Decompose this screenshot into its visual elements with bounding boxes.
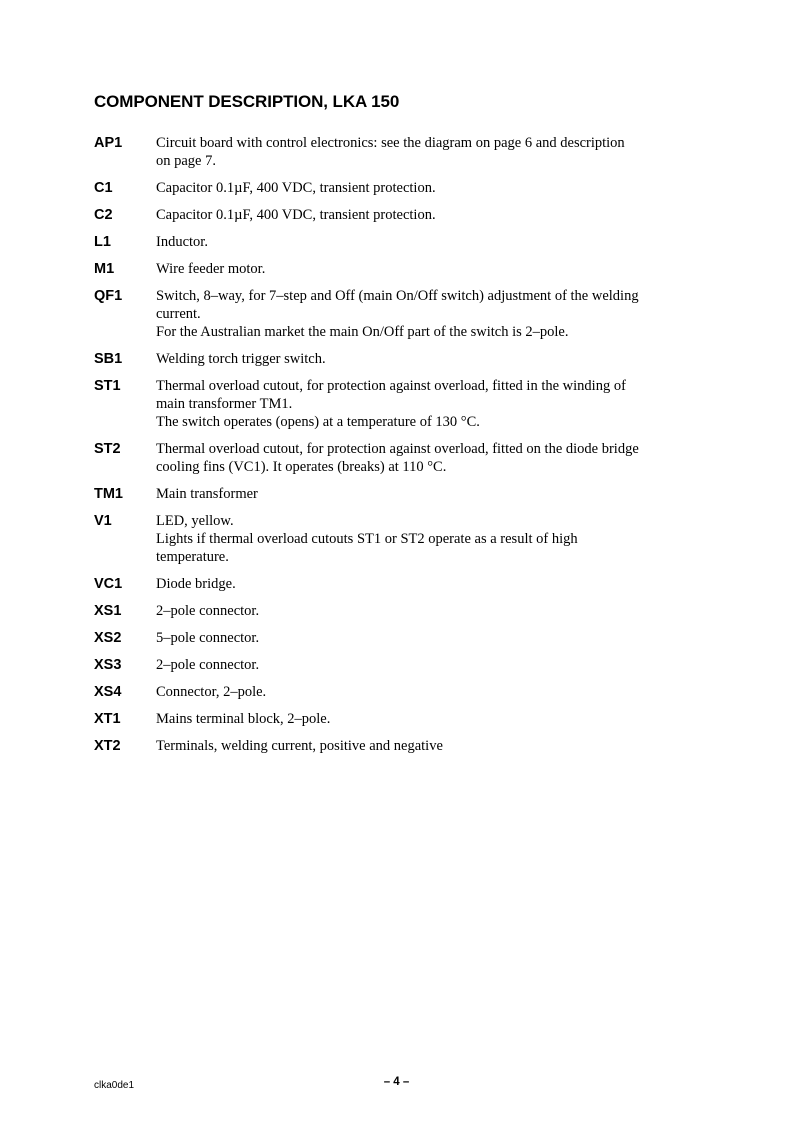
component-description: [156, 260, 704, 278]
page-title: COMPONENT DESCRIPTION, LKA 150: [94, 92, 400, 111]
description-line: Connector, 2–pole.: [156, 684, 267, 700]
description-line: Mains terminal block, 2–pole.: [156, 711, 331, 727]
component-list: [94, 134, 704, 764]
component-description: [156, 350, 704, 368]
component-entry: [94, 350, 704, 368]
component-code: C1: [94, 180, 113, 196]
component-entry: [94, 287, 704, 341]
description-line: temperature.: [156, 549, 229, 565]
component-code: VC1: [94, 576, 123, 592]
description-line: Terminals, welding current, positive and negative: [156, 738, 443, 754]
component-code: XT1: [94, 711, 121, 727]
description-line: Thermal overload cutout, for protection against overload, fitted in the winding of: [156, 378, 626, 394]
description-line: Wire feeder motor.: [156, 261, 266, 277]
description-line: Switch, 8–way, for 7–step and Off (main On/Off switch) adjustment of the welding: [156, 288, 639, 304]
component-code: L1: [94, 234, 111, 250]
component-description: [156, 134, 704, 170]
component-description: [156, 377, 704, 431]
description-line: current.: [156, 306, 201, 322]
page-number: – 4 –: [383, 1076, 410, 1088]
description-line: Diode bridge.: [156, 576, 236, 592]
description-line: Capacitor 0.1µF, 400 VDC, transient protection.: [156, 180, 436, 196]
component-code: ST2: [94, 441, 121, 457]
description-line: 2–pole connector.: [156, 657, 260, 673]
component-description: [156, 512, 704, 566]
description-line: 5–pole connector.: [156, 630, 260, 646]
component-entry: [94, 377, 704, 431]
component-description: [156, 683, 704, 701]
description-line: 2–pole connector.: [156, 603, 260, 619]
component-code: XS3: [94, 657, 122, 673]
component-code: C2: [94, 207, 113, 223]
description-line: Inductor.: [156, 234, 208, 250]
component-entry: [94, 737, 704, 755]
component-code: XS4: [94, 684, 122, 700]
component-description: [156, 440, 704, 476]
component-code: XS2: [94, 630, 122, 646]
component-entry: [94, 179, 704, 197]
component-description: [156, 629, 704, 647]
description-line: Welding torch trigger switch.: [156, 351, 326, 367]
component-entry: [94, 440, 704, 476]
component-code: TM1: [94, 486, 123, 502]
description-line: LED, yellow.: [156, 513, 234, 529]
description-line: For the Australian market the main On/Off part of the switch is 2–pole.: [156, 324, 569, 340]
component-code: V1: [94, 513, 112, 529]
component-description: [156, 233, 704, 251]
component-description: [156, 485, 704, 503]
component-entry: [94, 629, 704, 647]
component-description: [156, 206, 704, 224]
component-description: [156, 737, 704, 755]
component-code: QF1: [94, 288, 123, 304]
component-entry: [94, 575, 704, 593]
component-code: XS1: [94, 603, 122, 619]
description-line: Thermal overload cutout, for protection against overload, fitted on the diode bridge: [156, 441, 639, 457]
component-description: [156, 710, 704, 728]
description-line: Capacitor 0.1µF, 400 VDC, transient protection.: [156, 207, 436, 223]
component-entry: [94, 602, 704, 620]
component-entry: [94, 683, 704, 701]
description-line: Main transformer: [156, 486, 258, 502]
component-entry: [94, 260, 704, 278]
component-description: [156, 602, 704, 620]
document-code: clka0de1: [94, 1080, 135, 1091]
description-line: Lights if thermal overload cutouts ST1 or ST2 operate as a result of high: [156, 531, 578, 547]
component-entry: [94, 206, 704, 224]
component-description: [156, 656, 704, 674]
component-description: [156, 179, 704, 197]
component-description: [156, 575, 704, 593]
description-line: The switch operates (opens) at a temperature of 130 °C.: [156, 414, 480, 430]
component-code: XT2: [94, 738, 121, 754]
component-code: SB1: [94, 351, 123, 367]
description-line: Circuit board with control electronics: see the diagram on page 6 and description: [156, 135, 625, 151]
description-line: main transformer TM1.: [156, 396, 293, 412]
component-code: AP1: [94, 135, 123, 151]
component-code: ST1: [94, 378, 121, 394]
component-entry: [94, 656, 704, 674]
component-entry: [94, 512, 704, 566]
component-entry: [94, 485, 704, 503]
component-code: M1: [94, 261, 115, 277]
description-line: cooling fins (VC1). It operates (breaks) at 110 °C.: [156, 459, 447, 475]
component-entry: [94, 233, 704, 251]
component-entry: [94, 134, 704, 170]
description-line: on page 7.: [156, 153, 216, 169]
component-description: [156, 287, 704, 341]
component-entry: [94, 710, 704, 728]
